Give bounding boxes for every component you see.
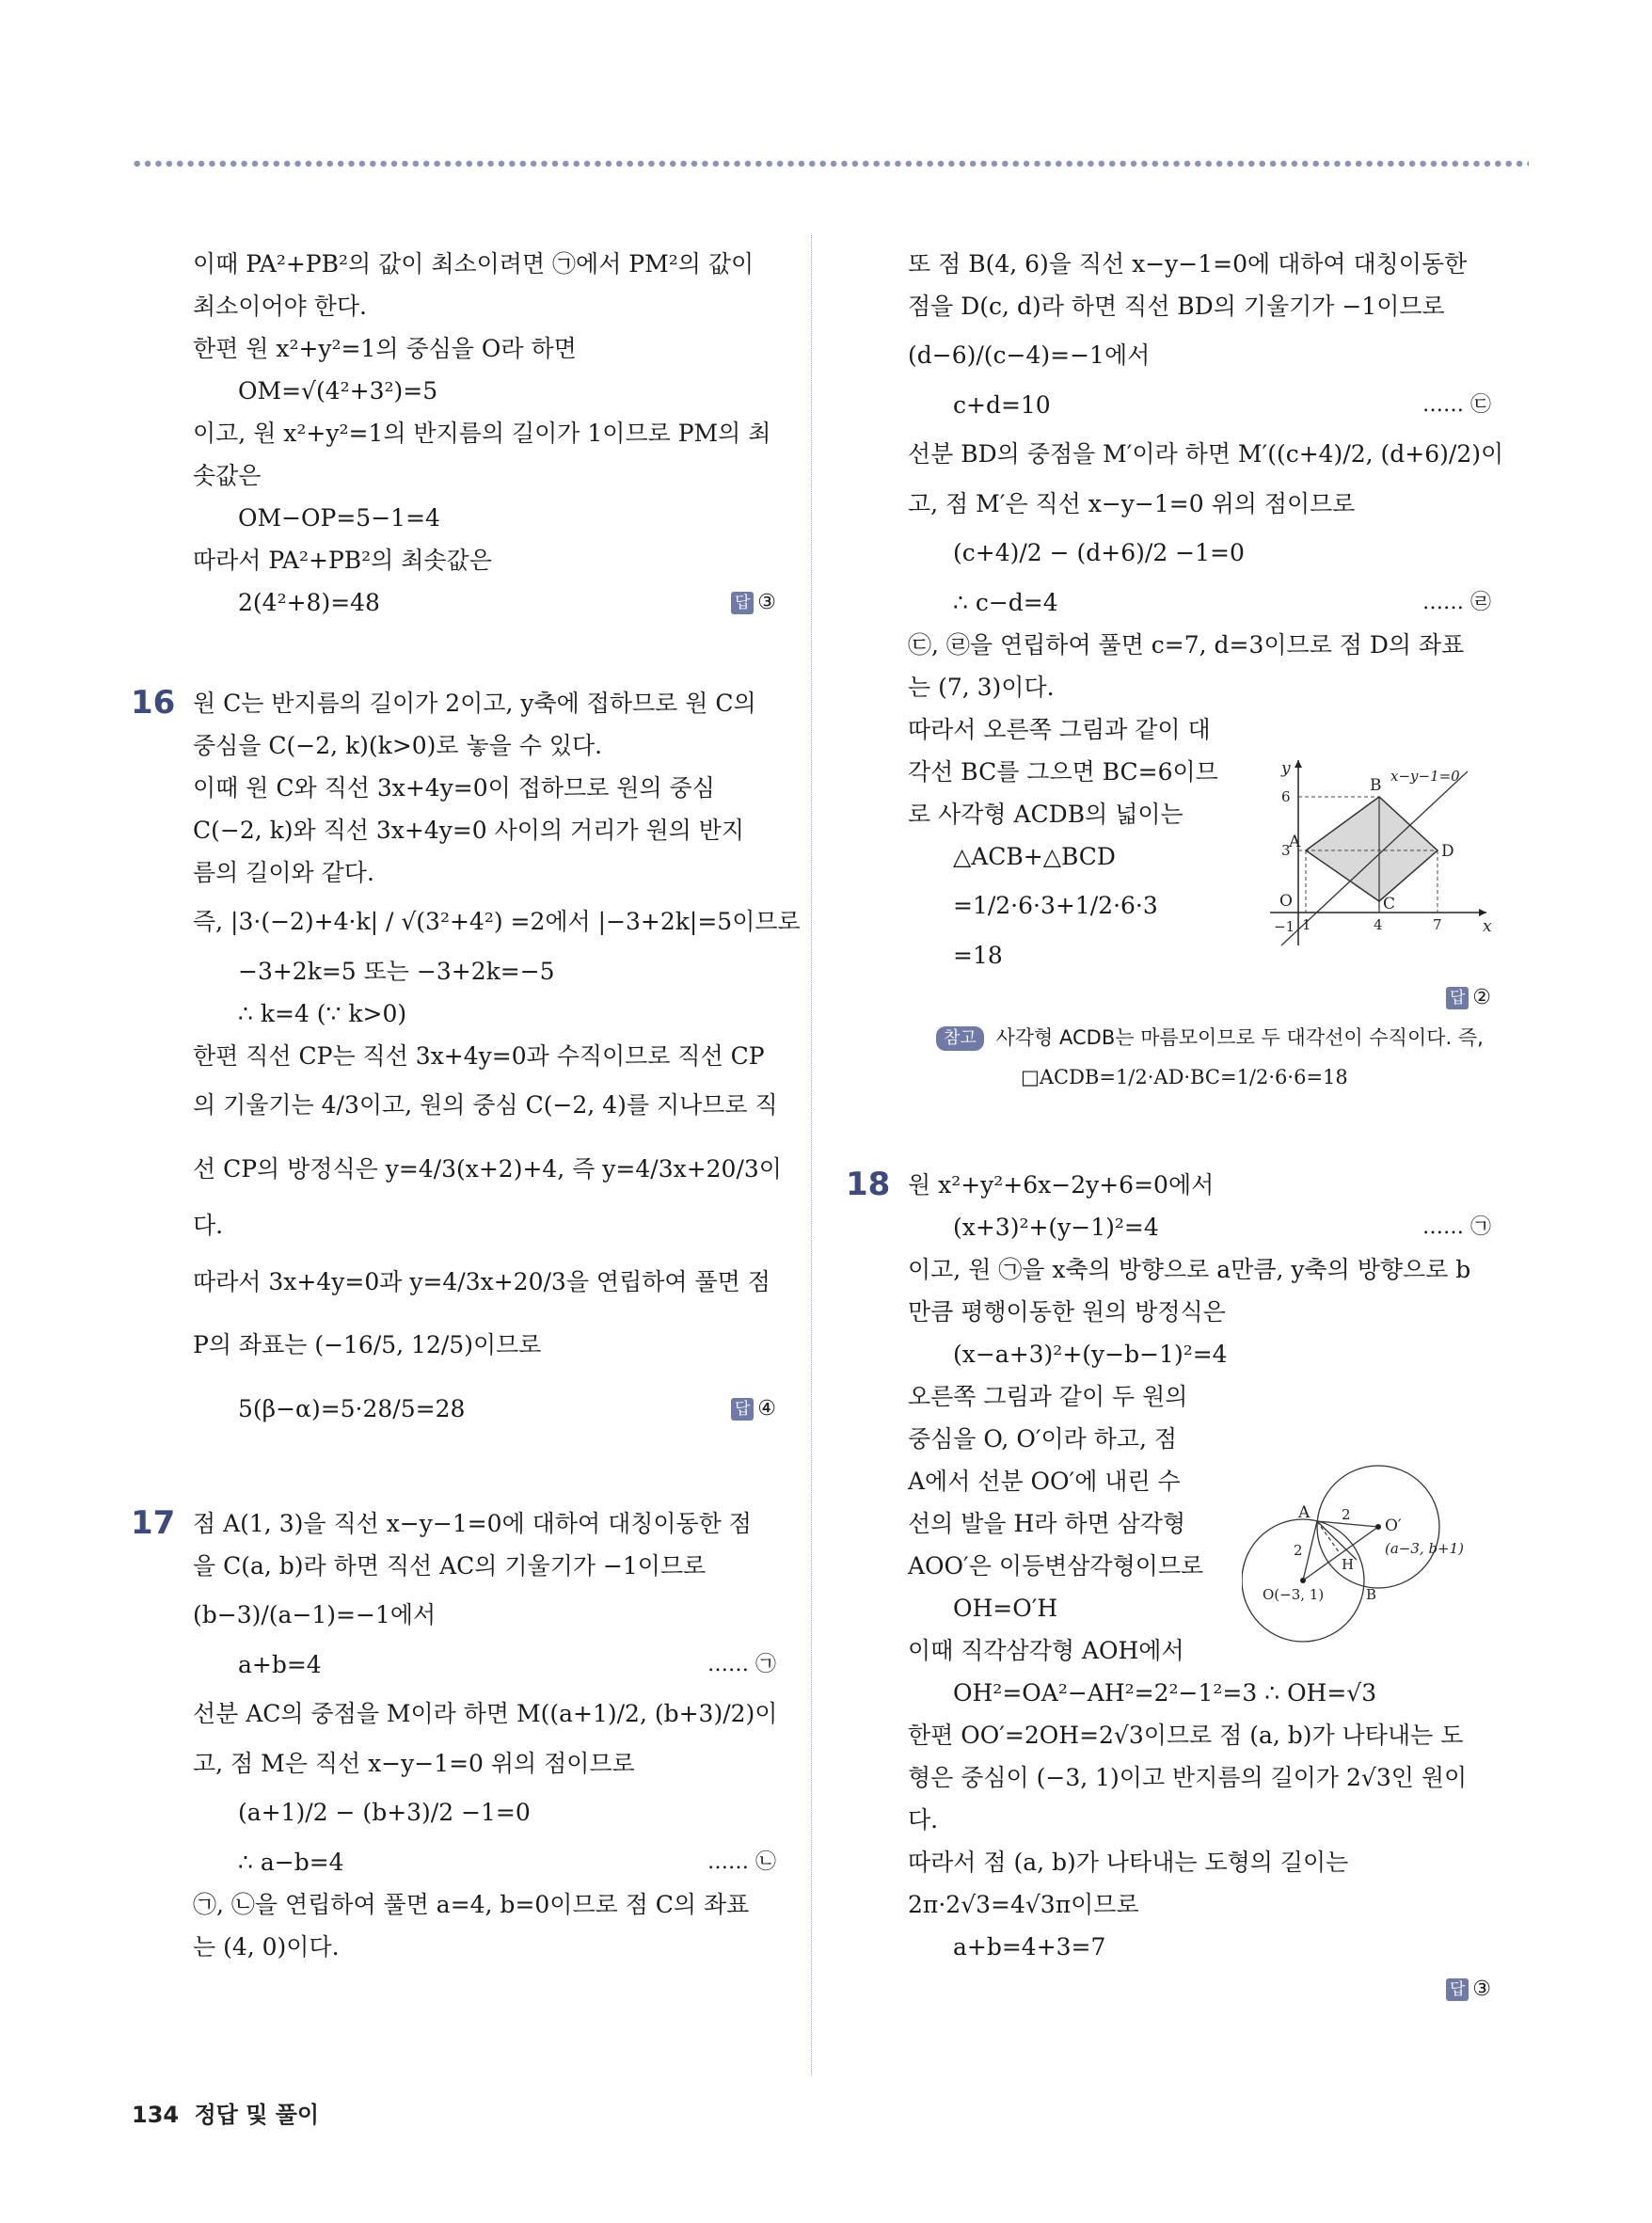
equation-line: OM−OP=5−1=4 xyxy=(238,504,440,532)
tick-6: 6 xyxy=(1281,788,1291,805)
equation-line: OH²=OA²−AH²=2²−1²=3 ∴ OH=√3 xyxy=(953,1679,1377,1707)
text-line: 선분 BD의 중점을 M′이라 하면 M′((c+4)/2, (d+6)/2)이 xyxy=(908,440,1504,468)
text-line: 오른쪽 그림과 같이 두 원의 xyxy=(908,1383,1188,1410)
answer-badge xyxy=(731,1373,776,1444)
answer-value: ② xyxy=(1472,986,1491,1009)
text-line: AOO′은 이등변삼각형이므로 xyxy=(908,1552,1204,1580)
equation-text: 2(4²+8)=48 xyxy=(238,589,380,616)
two-circles-figure xyxy=(1242,1463,1501,1660)
tick-7: 7 xyxy=(1433,916,1442,933)
note-formula: □ACDB=1/2·AD·BC=1/2·6·6=18 xyxy=(1021,1066,1348,1088)
footer-label: 정답 및 풀이 xyxy=(194,2102,320,2128)
text-line: 름의 길이와 같다. xyxy=(193,859,374,886)
problem-16-line xyxy=(131,682,776,724)
equation-line: (x−a+3)²+(y−b−1)²=4 xyxy=(953,1341,1228,1368)
text-line: 이때 직각삼각형 AOH에서 xyxy=(908,1637,1184,1664)
tick-minus-1: −1 xyxy=(1274,918,1295,935)
label-2-left: 2 xyxy=(1294,1542,1303,1559)
answer-icon: 답 xyxy=(1446,1978,1469,2001)
equation-line: (d−6)/(c−4)=−1에서 xyxy=(908,341,1151,369)
equation-line: ∴ k=4 (∵ k>0) xyxy=(238,1000,407,1027)
equation-line xyxy=(193,1643,776,1686)
equation-text: ∴ a−b=4 xyxy=(238,1849,344,1876)
circled-mark: …… ㉣ xyxy=(1422,591,1491,614)
label-c: C xyxy=(1383,895,1396,913)
page-footer xyxy=(132,2096,319,2129)
text-line: 따라서 3x+4y=0과 y=4/3x+20/3을 연립하여 풀면 점 xyxy=(193,1268,770,1295)
label-a: A xyxy=(1298,1503,1310,1522)
text-line: 솟값은 xyxy=(193,462,262,489)
tick-4: 4 xyxy=(1374,916,1383,933)
text-line: 는 (7, 3)이다. xyxy=(908,674,1055,701)
circled-mark: …… ㉠ xyxy=(707,1653,776,1676)
text-line: 중심을 O, O′이라 하고, 점 xyxy=(908,1425,1178,1453)
text-line: 만큼 평행이동한 원의 방정식은 xyxy=(908,1298,1226,1326)
text-line: 이고, 원 x²+y²=1의 반지름의 길이가 1이므로 PM의 최 xyxy=(193,420,771,447)
label-y: y xyxy=(1281,759,1291,778)
text-line: 선의 발을 H라 하면 삼각형 xyxy=(908,1510,1186,1537)
text-line: C(−2, k)와 직선 3x+4y=0 사이의 거리가 원의 반지 xyxy=(193,817,744,844)
spacer xyxy=(193,1444,776,1502)
answer-badge xyxy=(1446,1968,1491,2010)
equation-line xyxy=(193,581,776,624)
label-2-top: 2 xyxy=(1342,1506,1351,1523)
text-line: ㉠, ㉡을 연립하여 풀면 a=4, b=0이므로 점 C의 좌표 xyxy=(193,1891,750,1918)
problem-number: 17 xyxy=(131,1504,176,1542)
label-o-prime: O′ xyxy=(1385,1516,1402,1535)
label-a: A xyxy=(1289,833,1301,851)
text-line: ㉢, ㉣을 연립하여 풀면 c=7, d=3이므로 점 D의 좌표 xyxy=(908,631,1465,659)
equation-line xyxy=(193,1841,776,1883)
text-span: 원 C는 반지름의 길이가 2이고, y축에 접하므로 원 C의 xyxy=(193,690,756,717)
answer-value: ④ xyxy=(757,1397,776,1421)
equation-line: a+b=4+3=7 xyxy=(953,1933,1106,1961)
answer-value: ③ xyxy=(757,591,776,614)
text-line: 점을 D(c, d)라 하면 직선 BD의 기울기가 −1이므로 xyxy=(908,293,1445,320)
text-line: 따라서 오른쪽 그림과 같이 대 xyxy=(908,716,1211,743)
problem-number: 18 xyxy=(846,1166,891,1203)
text-line: 최소이어야 한다. xyxy=(193,293,367,320)
equation-line: OH=O′H xyxy=(953,1595,1058,1622)
equation-text: (x+3)²+(y−1)²=4 xyxy=(953,1214,1159,1241)
equation-line xyxy=(193,1373,776,1444)
equation-line: (c+4)/2 − (d+6)/2 −1=0 xyxy=(953,539,1245,566)
equation-line xyxy=(908,581,1491,624)
answer-line xyxy=(908,1968,1491,2010)
answer-line xyxy=(908,977,1491,1019)
equation-line: △ACB+△BCD xyxy=(953,843,1116,870)
top-dotted-rule xyxy=(132,160,1529,167)
right-column xyxy=(846,243,1504,2010)
equation-line: =1/2·6·3+1/2·6·3 xyxy=(953,892,1158,919)
equation-line xyxy=(908,1206,1491,1248)
text-line: 한편 직선 CP는 직선 3x+4y=0과 수직이므로 직선 CP xyxy=(193,1042,765,1070)
equation-line: (a+1)/2 − (b+3)/2 −1=0 xyxy=(238,1799,531,1826)
label-line: x−y−1=0 xyxy=(1390,768,1460,785)
text-line: 한편 OO′=2OH=2√3이므로 점 (a, b)가 나타내는 도 xyxy=(908,1722,1464,1749)
reference-note xyxy=(936,1019,1491,1056)
equation-line: =18 xyxy=(953,942,1003,969)
answer-badge xyxy=(731,581,776,624)
text-line: 즉, |3·(−2)+4·k| / √(3²+4²) =2에서 |−3+2k|=5이므로 xyxy=(193,908,801,935)
text-line: 따라서 PA²+PB²의 최솟값은 xyxy=(193,547,492,574)
tick-1: 1 xyxy=(1302,916,1311,933)
text-line: 각선 BC를 그으면 BC=6이므 xyxy=(908,758,1218,786)
circled-mark: …… ㉡ xyxy=(707,1850,776,1874)
label-x: x xyxy=(1483,917,1492,936)
circled-mark: …… ㉠ xyxy=(1422,1215,1491,1239)
equation-text: a+b=4 xyxy=(238,1651,322,1678)
equation-line xyxy=(908,384,1491,426)
text-line: 선분 AC의 중점을 M이라 하면 M((a+1)/2, (b+3)/2)이 xyxy=(193,1700,778,1727)
text-line: 또 점 B(4, 6)을 직선 x−y−1=0에 대하여 대칭이동한 xyxy=(908,250,1468,278)
answer-icon: 답 xyxy=(1446,987,1469,1009)
text-line: 이때 PA²+PB²의 값이 최소이려면 ㉠에서 PM²의 값이 xyxy=(193,250,755,278)
text-line: 을 C(a, b)라 하면 직선 AC의 기울기가 −1이므로 xyxy=(193,1552,707,1580)
label-b: B xyxy=(1366,1586,1377,1603)
equation-text: 5(β−α)=5·28/5=28 xyxy=(238,1395,466,1422)
circled-mark: …… ㉢ xyxy=(1422,393,1491,417)
column-divider xyxy=(811,235,812,2074)
text-line: 2π·2√3=4√3π이므로 xyxy=(908,1891,1139,1918)
text-line: 다. xyxy=(908,1806,939,1834)
text-line: A에서 선분 OO′에 내린 수 xyxy=(908,1468,1181,1495)
tick-3: 3 xyxy=(1281,842,1291,859)
text-line: P의 좌표는 (−16/5, 12/5)이므로 xyxy=(193,1331,542,1358)
left-column xyxy=(131,243,801,1968)
answer-value: ③ xyxy=(1472,1977,1491,2001)
text-line: 선 CP의 방정식은 y=4/3(x+2)+4, 즉 y=4/3x+20/3이 xyxy=(193,1155,782,1183)
text-line: 한편 원 x²+y²=1의 중심을 O라 하면 xyxy=(193,335,577,362)
spacer xyxy=(193,624,776,682)
text-line: 로 사각형 ACDB의 넓이는 xyxy=(908,801,1183,828)
text-line: 고, 점 M′은 직선 x−y−1=0 위의 점이므로 xyxy=(908,490,1356,517)
label-o: O(−3, 1) xyxy=(1263,1586,1325,1603)
rhombus-figure xyxy=(1261,753,1496,950)
equation-line: OM=√(4²+3²)=5 xyxy=(238,377,438,405)
answer-badge xyxy=(1446,977,1491,1019)
answer-icon: 답 xyxy=(731,592,754,614)
text-line: 형은 중심이 (−3, 1)이고 반지름의 길이가 2√3인 원이 xyxy=(908,1764,1468,1791)
text-line: 고, 점 M은 직선 x−y−1=0 위의 점이므로 xyxy=(193,1750,635,1777)
equation-text: ∴ c−d=4 xyxy=(953,589,1058,616)
problem-number: 16 xyxy=(131,684,176,722)
equation-line: −3+2k=5 또는 −3+2k=−5 xyxy=(238,958,555,985)
label-d: D xyxy=(1441,842,1454,861)
text-line: 다. xyxy=(193,1212,224,1239)
text-line: 따라서 점 (a, b)가 나타내는 도형의 길이는 xyxy=(908,1849,1349,1876)
text-line: 는 (4, 0)이다. xyxy=(193,1933,340,1961)
answer-icon: 답 xyxy=(731,1398,754,1421)
text-line: 의 기울기는 4/3이고, 원의 중심 C(−2, 4)를 지나므로 직 xyxy=(193,1091,778,1119)
text-span: 원 x²+y²+6x−2y+6=0에서 xyxy=(908,1171,1215,1199)
text-line: 이때 원 C와 직선 3x+4y=0이 접하므로 원의 중심 xyxy=(193,774,715,802)
equation-text: c+d=10 xyxy=(953,391,1051,419)
note-tag: 참고 xyxy=(936,1026,984,1051)
label-o: O xyxy=(1279,892,1293,911)
problem-18-line xyxy=(846,1164,1491,1206)
text-span: 점 A(1, 3)을 직선 x−y−1=0에 대하여 대칭이동한 점 xyxy=(193,1510,752,1537)
equation-line: (b−3)/(a−1)=−1에서 xyxy=(193,1601,437,1628)
text-line: 이고, 원 ㉠을 x축의 방향으로 a만큼, y축의 방향으로 b xyxy=(908,1256,1471,1283)
label-b: B xyxy=(1370,776,1382,795)
text-line: 중심을 C(−2, k)(k>0)로 놓을 수 있다. xyxy=(193,732,603,759)
label-h: H xyxy=(1342,1556,1355,1573)
label-o-prime-coord: (a−3, b+1) xyxy=(1385,1540,1465,1557)
note-text: 사각형 ACDB는 마름모이므로 두 대각선이 수직이다. 즉, xyxy=(995,1026,1484,1049)
spacer xyxy=(908,1098,1491,1164)
rhombus-shape xyxy=(1306,797,1438,901)
page-number: 134 xyxy=(132,2102,180,2128)
problem-17-line xyxy=(131,1502,776,1545)
